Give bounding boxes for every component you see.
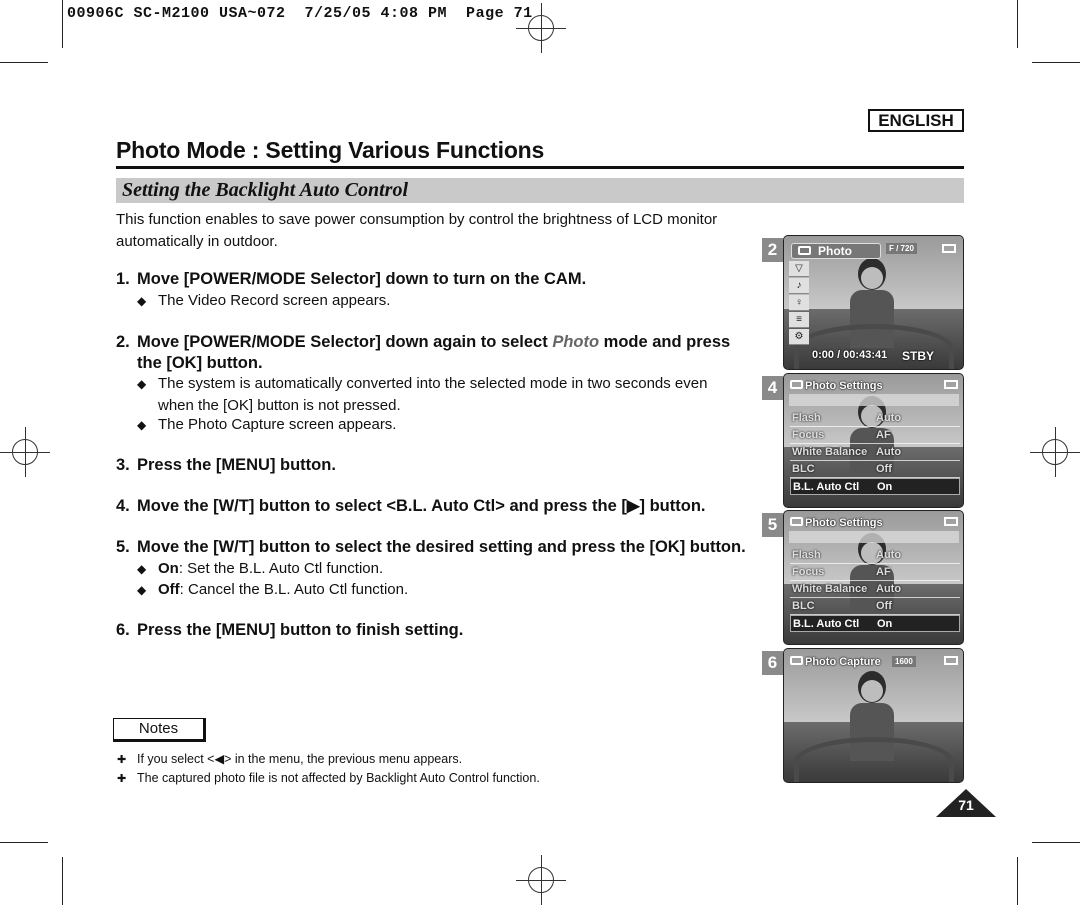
crop-mark [1017,0,1018,48]
step-text: Move the [W/T] button to select <B.L. Auto Ctl> and press the [▶] button. [137,497,706,515]
battery-icon [944,517,958,526]
step-1 [116,269,756,290]
menu-row-flash[interactable] [790,547,960,564]
screen-number: 2 [762,238,783,262]
screen-2-photo-mode [783,235,964,370]
menu-item-value: Auto [876,549,902,561]
resolution-badge: 1600 [892,656,916,667]
camera-icon [790,517,803,526]
menu-row-blc[interactable] [790,598,960,615]
bullet-text: The Video Record screen appears. [158,292,391,309]
step-number: 6. [116,621,130,639]
bullet-diamond-icon: ◆ [137,377,147,391]
section-title: Setting the Backlight Auto Control [122,179,408,201]
bullet-diamond-icon: ◆ [137,294,147,308]
menu-tabs[interactable] [789,531,959,543]
menu-item-label: B.L. Auto Ctl [793,481,860,493]
screen-5-photo-settings [783,510,964,645]
menu-item-label: Focus [792,429,825,441]
menu-item-value: Auto [876,583,902,595]
menu-row-bl-auto-ctl[interactable] [790,478,960,495]
step-2 [116,332,756,374]
menu-item-label: Focus [792,566,825,578]
step-number: 5. [116,538,130,556]
menu-row-white-balance[interactable] [790,581,960,598]
notes-label: Notes [113,718,206,742]
step-4 [116,496,756,517]
bullet-text: : Set the B.L. Auto Ctl function. [178,560,384,577]
mode-label: Photo [818,244,852,258]
menu-item-label: B.L. Auto Ctl [793,618,860,630]
menu-title: Photo Settings [805,517,883,529]
bullet-text: The system is automatically converted into the selected mode in two seconds even [158,375,708,392]
step-text: Move [POWER/MODE Selector] down again to select [137,333,553,351]
step-number: 1. [116,270,130,288]
bullet [137,290,737,312]
note-item [117,770,540,787]
menu-item-label: BLC [792,463,815,475]
music-icon: ♪ [789,278,809,294]
settings-icon: ⚙ [789,329,809,345]
bullet [137,579,737,601]
bullet-diamond-icon: ◆ [137,418,147,432]
step-number: 3. [116,456,130,474]
bullet-diamond-icon: ◆ [137,562,147,576]
step-3 [116,455,756,476]
crop-mark [0,842,48,843]
step-text: Press the [MENU] button. [137,456,336,474]
bullet-text: : Cancel the B.L. Auto Ctl function. [179,581,409,598]
menu-title: Photo Settings [805,380,883,392]
menu-item-label: Flash [792,412,821,424]
menu-item-value: AF [876,429,891,441]
menu-item-value: Auto [876,412,902,424]
step-6 [116,620,756,641]
intro-paragraph: This function enables to save power consumption by control the brightness of LCD monitor automatically in outdoor. [116,211,718,250]
mode-name: Photo [552,333,600,351]
registration-mark [0,427,50,477]
page-title: Photo Mode : Setting Various Functions [116,137,545,163]
camera-icon [798,246,811,255]
step-text: mode and press [599,333,731,351]
note-item [117,751,462,768]
record-mode-icon: ▽ [789,261,809,277]
bullet [137,373,737,416]
crop-mark [62,857,63,905]
menu-item-label: Flash [792,549,821,561]
voice-icon: ♀ [789,295,809,311]
note-text: The captured photo file is not affected by Backlight Auto Control function. [137,771,540,785]
step-text: Move the [W/T] button to select the desired setting and press the [OK] button. [137,538,746,556]
menu-row-focus[interactable] [790,427,960,444]
option-name: On [158,560,179,577]
menu-row-focus[interactable] [790,564,960,581]
page-number: 71 [958,797,974,813]
menu-item-label: White Balance [792,446,868,458]
note-cross-icon: ✚ [117,754,127,766]
file-icon: ≡ [789,312,809,328]
option-name: Off [158,581,180,598]
print-slug: 00906C SC-M2100 USA~072 7/25/05 4:08 PM Page 71 [67,5,533,22]
resolution-badge: F / 720 [886,243,917,254]
screen-6-photo-capture [783,648,964,783]
capture-title: Photo Capture [805,656,881,668]
crop-mark [62,0,63,48]
section-header [116,178,964,203]
menu-item-label: BLC [792,600,815,612]
title-rule [116,166,964,169]
crop-mark [1032,842,1080,843]
menu-item-value: AF [876,566,891,578]
screen-number: 5 [762,513,783,537]
camera-icon [790,656,803,665]
menu-item-value: On [877,618,893,630]
bullet [137,414,737,436]
menu-tabs[interactable] [789,394,959,406]
bullet-diamond-icon: ◆ [137,583,147,597]
bullet-text: The Photo Capture screen appears. [158,416,397,433]
registration-mark [1030,427,1080,477]
menu-item-value: Off [876,600,892,612]
step-5 [116,537,776,558]
menu-row-flash[interactable] [790,410,960,427]
bullet-text-continued: when the [OK] button is not pressed. [158,397,401,414]
time-counter: 0:00 / 00:43:41 [812,349,888,361]
bullet [137,558,737,580]
battery-icon [944,656,958,665]
menu-row-blc[interactable] [790,461,960,478]
registration-mark [516,855,566,905]
screen-4-photo-settings [783,373,964,508]
menu-item-value: Auto [876,446,902,458]
note-text: If you select <◀> in the menu, the previous menu appears. [137,752,463,766]
battery-icon [942,244,956,253]
language-badge: ENGLISH [868,109,964,132]
step-number: 4. [116,497,130,515]
menu-row-bl-auto-ctl[interactable] [790,615,960,632]
menu-item-value: On [877,481,893,493]
camera-icon [790,380,803,389]
step-number: 2. [116,333,130,351]
crop-mark [1032,62,1080,63]
step-text: Move [POWER/MODE Selector] down to turn on the CAM. [137,270,587,288]
step-text: Press the [MENU] button to finish setting. [137,621,464,639]
page-number-badge [936,789,996,817]
battery-icon [944,380,958,389]
screen-number: 4 [762,376,783,400]
step-text-continued: the [OK] button. [137,354,263,372]
menu-item-value: Off [876,463,892,475]
standby-status: STBY [902,349,935,363]
crop-mark [1017,857,1018,905]
menu-row-white-balance[interactable] [790,444,960,461]
menu-item-label: White Balance [792,583,868,595]
note-cross-icon: ✚ [117,773,127,785]
crop-mark [0,62,48,63]
screen-number: 6 [762,651,783,675]
